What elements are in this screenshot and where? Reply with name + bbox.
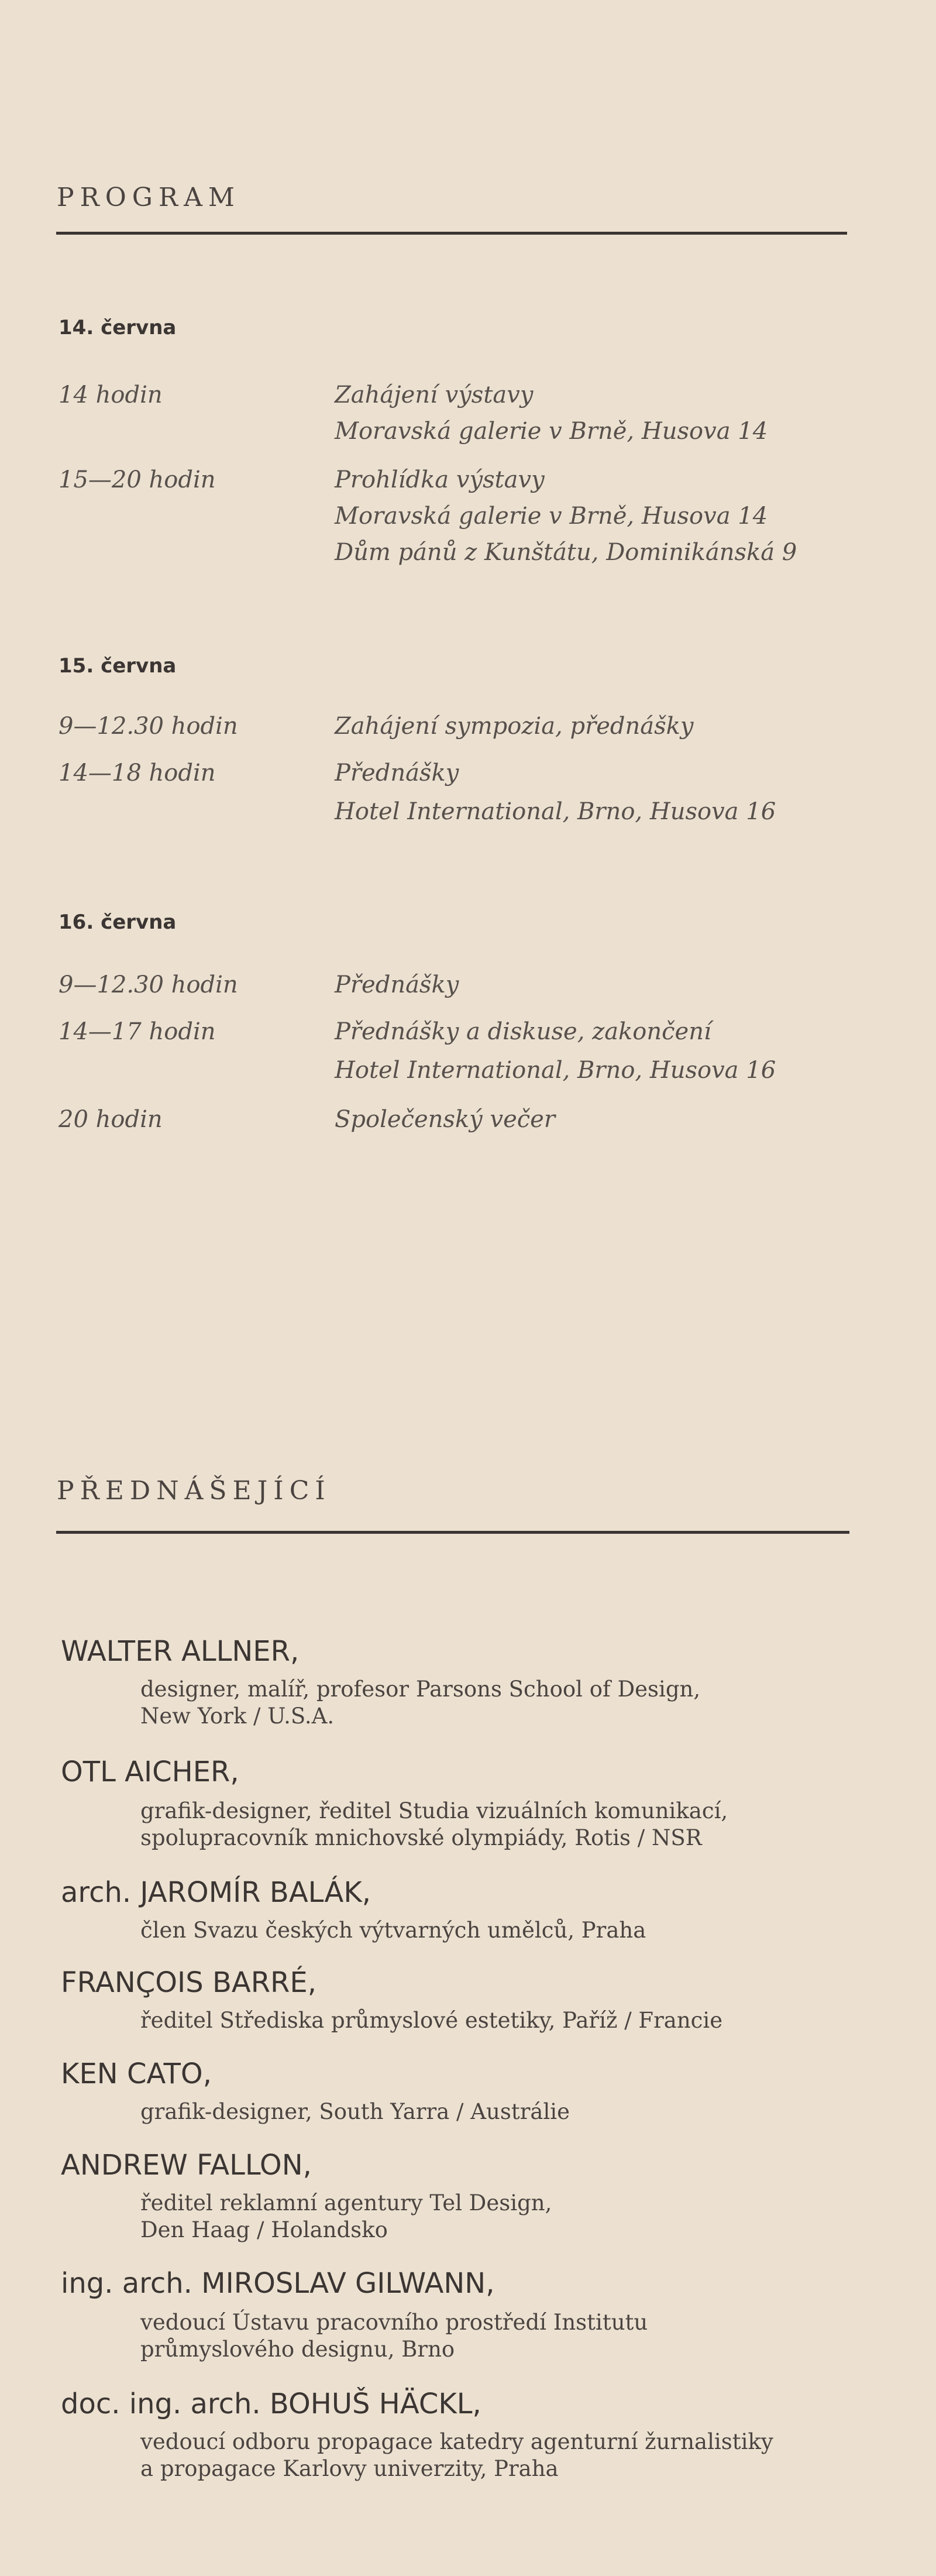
- speaker-6-name: ANDREW FALLON,: [61, 2149, 312, 2182]
- speaker-2-name: OTL AICHER,: [61, 1756, 239, 1788]
- speaker-5-desc-1: grafik-designer, South Yarra / Austrálie: [140, 2099, 570, 2124]
- day-1-row-1-line-2: Moravská galerie v Brně, Husova 14: [335, 418, 768, 445]
- day-1-row-2-line-2: Moravská galerie v Brně, Husova 14: [335, 503, 768, 530]
- day-1-date: 14. června: [58, 316, 177, 339]
- day-3-row-2-time: 14—17 hodin: [58, 1018, 216, 1045]
- day-3-date: 16. června: [58, 911, 177, 934]
- day-1-row-1-time: 14 hodin: [58, 382, 163, 408]
- day-3-row-2-line-1: Přednášky a diskuse, zakončení: [335, 1018, 711, 1045]
- speaker-1-desc-1: designer, malíř, profesor Parsons School of Design,: [140, 1677, 701, 1702]
- speaker-5-name: KEN CATO,: [61, 2058, 212, 2090]
- day-2-row-1-time: 9—12.30 hodin: [58, 713, 238, 740]
- speaker-2-desc-2: spolupracovník mnichovské olympiády, Rotis / NSR: [140, 1825, 702, 1850]
- day-2-row-2-line-2: Hotel International, Brno, Husova 16: [335, 798, 776, 825]
- speaker-8-desc-2: a propagace Karlovy univerzity, Praha: [140, 2456, 559, 2481]
- speakers-heading: PŘEDNÁŠEJÍCÍ: [57, 1476, 331, 1506]
- speaker-7-name: ing. arch. MIROSLAV GILWANN,: [61, 2267, 495, 2300]
- day-3-row-3-time: 20 hodin: [58, 1106, 163, 1133]
- program-heading: PROGRAM: [57, 183, 240, 212]
- speaker-1-desc-2: New York / U.S.A.: [140, 1703, 335, 1729]
- day-3-row-3-line-1: Společenský večer: [335, 1106, 555, 1133]
- speaker-3-desc-1: člen Svazu českých výtvarných umělců, Praha: [140, 1918, 646, 1943]
- day-3-row-2-line-2: Hotel International, Brno, Husova 16: [335, 1057, 776, 1084]
- speaker-6-desc-2: Den Haag / Holandsko: [140, 2217, 388, 2242]
- speaker-4-desc-1: ředitel Střediska průmyslové estetiky, Paříž / Francie: [140, 2008, 723, 2033]
- speaker-7-desc-2: průmyslového designu, Brno: [140, 2337, 455, 2362]
- speakers-divider: [56, 1531, 849, 1534]
- program-divider: [56, 232, 847, 235]
- day-2-date: 15. června: [58, 654, 177, 678]
- speaker-3-name: arch. JAROMÍR BALÁK,: [61, 1876, 371, 1909]
- day-3-row-1-line-1: Přednášky: [335, 971, 459, 998]
- day-3-row-1-time: 9—12.30 hodin: [58, 971, 238, 998]
- speaker-8-name: doc. ing. arch. BOHUŠ HÄCKL,: [61, 2388, 481, 2420]
- day-1-row-2-line-1: Prohlídka výstavy: [335, 466, 545, 493]
- speaker-6-desc-1: ředitel reklamní agentury Tel Design,: [140, 2190, 552, 2216]
- day-2-row-1-line-1: Zahájení sympozia, přednášky: [335, 713, 694, 740]
- day-2-row-2-time: 14—18 hodin: [58, 760, 216, 786]
- day-1-row-1-line-1: Zahájení výstavy: [335, 382, 534, 408]
- speaker-7-desc-1: vedoucí Ústavu pracovního prostředí Institutu: [140, 2310, 648, 2335]
- speaker-2-desc-1: grafik-designer, ředitel Studia vizuálních komunikací,: [140, 1798, 728, 1823]
- day-2-row-2-line-1: Přednášky: [335, 760, 459, 786]
- speaker-8-desc-1: vedoucí odboru propagace katedry agenturní žurnalistiky: [140, 2429, 773, 2454]
- speaker-1-name: WALTER ALLNER,: [61, 1635, 300, 1668]
- day-1-row-2-time: 15—20 hodin: [58, 466, 216, 493]
- day-1-row-2-line-3: Dům pánů z Kunštátu, Dominikánská 9: [335, 539, 797, 566]
- speaker-4-name: FRANÇOIS BARRÉ,: [61, 1966, 316, 1999]
